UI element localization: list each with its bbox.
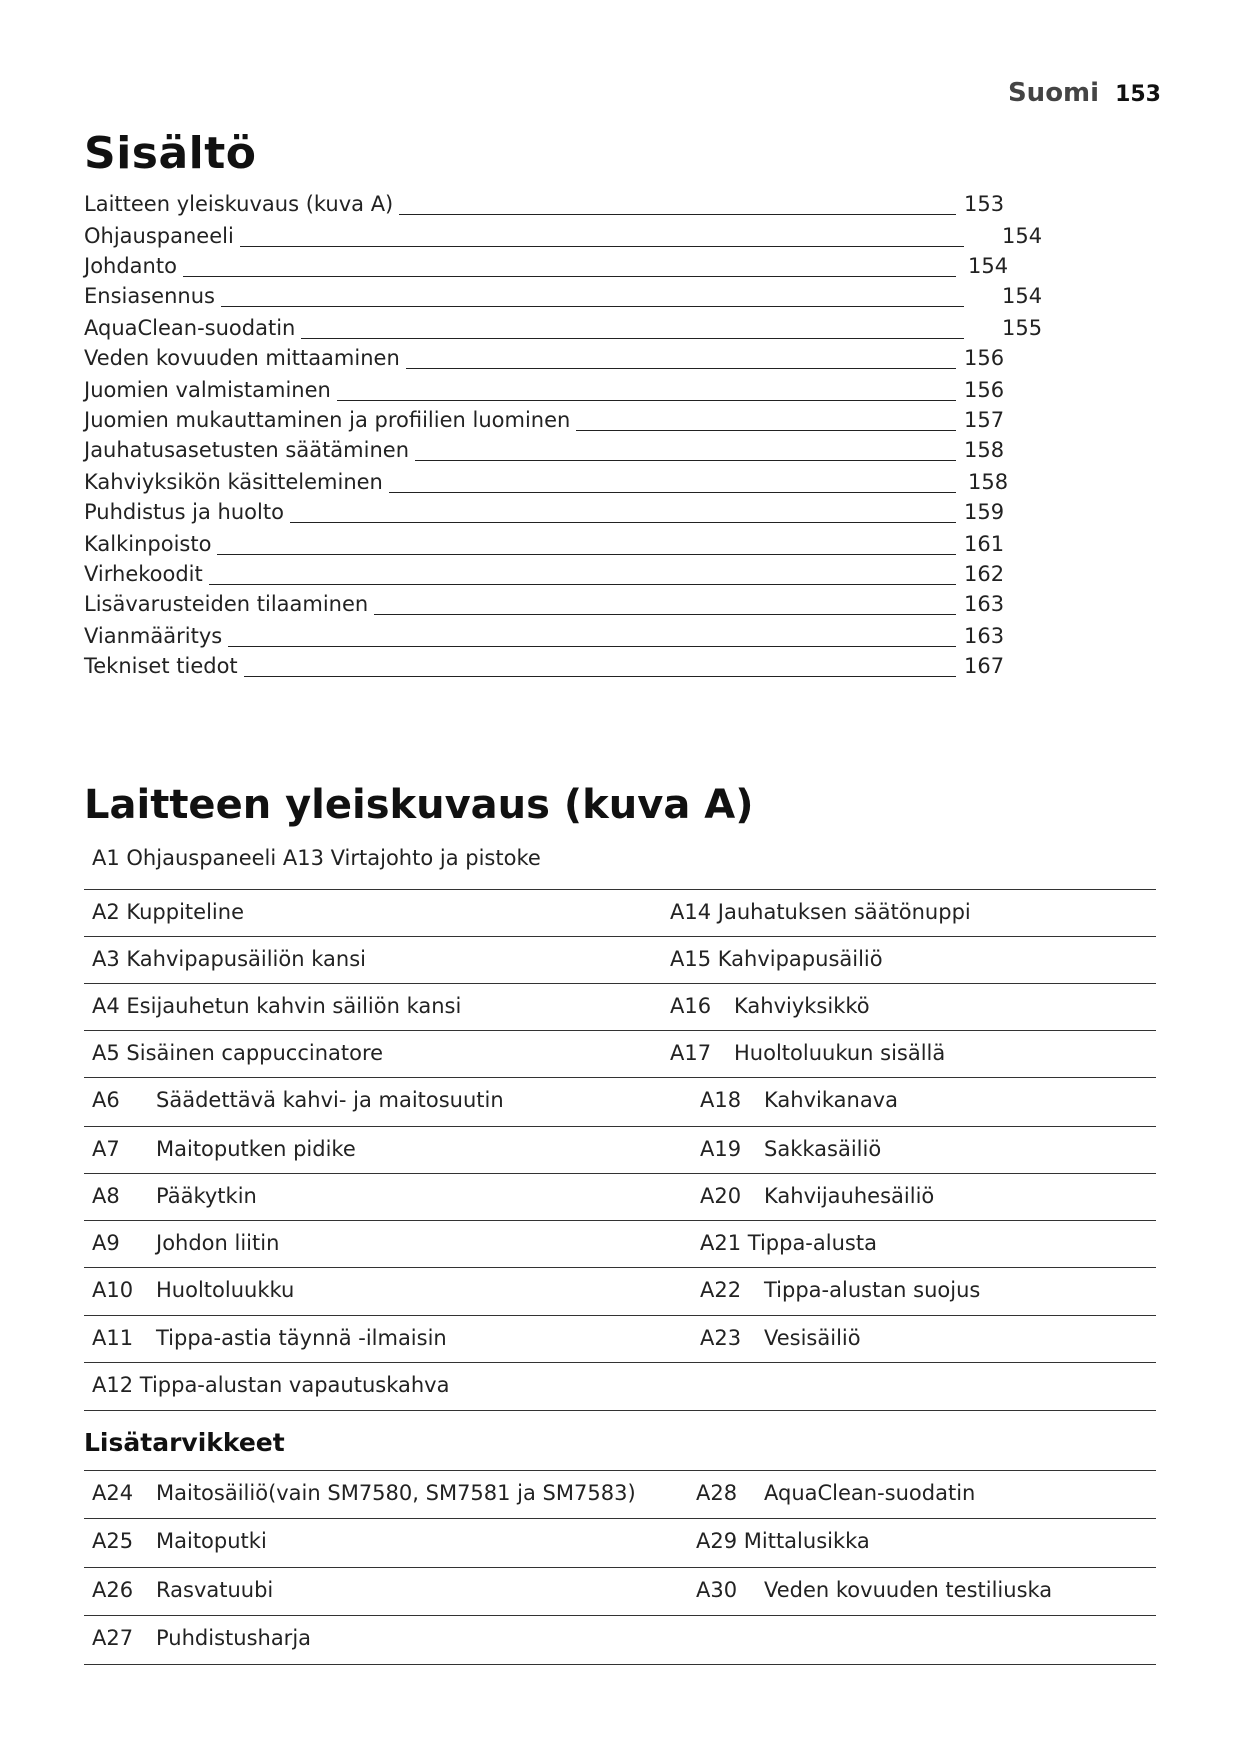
toc-leader-line bbox=[84, 276, 956, 277]
toc-entry-label: Veden kovuuden mittaaminen bbox=[84, 346, 406, 370]
toc-entry-page: 155 bbox=[1002, 316, 1043, 340]
table-row bbox=[84, 936, 1156, 984]
part-name: A14 Jauhatuksen säätönuppi bbox=[670, 900, 971, 924]
part-number: A16 bbox=[670, 994, 712, 1018]
toc-entry-page: 163 bbox=[964, 624, 1005, 648]
table-row bbox=[84, 1030, 1156, 1078]
table-row bbox=[84, 1567, 1156, 1616]
part-name: A15 Kahvipapusäiliö bbox=[670, 947, 883, 971]
part-number: A9 bbox=[92, 1231, 120, 1255]
part-name: A5 Sisäinen cappuccinatore bbox=[92, 1041, 384, 1065]
toc-entry-page: 161 bbox=[964, 532, 1005, 556]
toc-entry-label: AquaClean-suodatin bbox=[84, 316, 301, 340]
part-name: Kahvikanava bbox=[764, 1088, 898, 1112]
part-number: A6 bbox=[92, 1088, 120, 1112]
toc-entry[interactable] bbox=[84, 620, 1160, 654]
toc-entry-page: 158 bbox=[964, 438, 1005, 462]
toc-entry[interactable] bbox=[84, 404, 1160, 438]
part-name: A29 Mittalusikka bbox=[696, 1529, 870, 1553]
table-row bbox=[84, 1267, 1156, 1316]
toc-entry-label: Juomien valmistaminen bbox=[84, 378, 337, 402]
page-header bbox=[1008, 78, 1161, 108]
toc-entry-page: 162 bbox=[964, 562, 1005, 586]
part-name: Maitoputken pidike bbox=[156, 1137, 356, 1161]
part-name: A3 Kahvipapusäiliön kansi bbox=[92, 947, 366, 971]
part-number: A24 bbox=[92, 1481, 134, 1505]
table-row bbox=[84, 1173, 1156, 1221]
part-number: A17 bbox=[670, 1041, 712, 1065]
part-number: A26 bbox=[92, 1578, 134, 1602]
part-name: Tippa-astia täynnä -ilmaisin bbox=[156, 1326, 447, 1350]
toc-entry-label: Jauhatusasetusten säätäminen bbox=[84, 438, 415, 462]
toc-title: Sisältö bbox=[84, 128, 257, 179]
table-row bbox=[84, 983, 1156, 1031]
toc-entry-label: Tekniset tiedot bbox=[84, 654, 244, 678]
table-row bbox=[84, 1077, 1156, 1127]
part-number: A28 bbox=[696, 1481, 738, 1505]
toc-entry-label: Ohjauspaneeli bbox=[84, 224, 240, 248]
language-label: Suomi bbox=[1007, 78, 1100, 108]
toc-entry[interactable] bbox=[84, 342, 1160, 376]
toc-entry-page: 163 bbox=[964, 592, 1005, 616]
toc-entry[interactable] bbox=[84, 650, 1160, 684]
part-number: A19 bbox=[700, 1137, 742, 1161]
part-name: Vesisäiliö bbox=[764, 1326, 861, 1350]
part-name: A4 Esijauhetun kahvin säiliön kansi bbox=[92, 994, 462, 1018]
toc-entry-label: Virhekoodit bbox=[84, 562, 209, 586]
table-row bbox=[84, 889, 1156, 937]
part-number: A8 bbox=[92, 1184, 120, 1208]
part-number: A18 bbox=[700, 1088, 742, 1112]
part-name: Johdon liitin bbox=[156, 1231, 280, 1255]
toc-entry-page: 154 bbox=[968, 254, 1009, 278]
part-name: Maitosäiliö(vain SM7580, SM7581 ja SM7583) bbox=[156, 1481, 636, 1505]
toc-entry-page: 158 bbox=[968, 470, 1009, 494]
part-number: A22 bbox=[700, 1278, 742, 1302]
part-name: Pääkytkin bbox=[156, 1184, 257, 1208]
table-row bbox=[84, 1220, 1156, 1268]
part-name: A2 Kuppiteline bbox=[92, 900, 244, 924]
part-name: A12 Tippa-alustan vapautuskahva bbox=[92, 1373, 450, 1397]
toc-entry[interactable] bbox=[84, 496, 1160, 530]
part-name: Maitoputki bbox=[156, 1529, 267, 1553]
table-row bbox=[84, 1126, 1156, 1174]
toc-entry-page: 159 bbox=[964, 500, 1005, 524]
part-number: A30 bbox=[696, 1578, 738, 1602]
toc-entry[interactable] bbox=[84, 280, 1160, 314]
toc-entry-label: Vianmääritys bbox=[84, 624, 228, 648]
part-number: A27 bbox=[92, 1626, 134, 1650]
part-name: Kahvijauhesäiliö bbox=[764, 1184, 935, 1208]
toc-entry-label: Juomien mukauttaminen ja profiilien luominen bbox=[84, 408, 576, 432]
part-name: Säädettävä kahvi- ja maitosuutin bbox=[156, 1088, 504, 1112]
part-number: A10 bbox=[92, 1278, 134, 1302]
part-number: A20 bbox=[700, 1184, 742, 1208]
toc-entry-label: Lisävarusteiden tilaaminen bbox=[84, 592, 374, 616]
part-name: AquaClean-suodatin bbox=[764, 1481, 976, 1505]
toc-entry-page: 153 bbox=[964, 192, 1005, 216]
part-name: Sakkasäiliö bbox=[764, 1137, 882, 1161]
section-title: Laitteen yleiskuvaus (kuva A) bbox=[84, 782, 754, 828]
toc-entry[interactable] bbox=[84, 188, 1160, 222]
toc-entry[interactable] bbox=[84, 466, 1160, 500]
toc-entry-label: Kalkinpoisto bbox=[84, 532, 217, 556]
part-name: Kahviyksikkö bbox=[734, 994, 870, 1018]
table-row bbox=[84, 1315, 1156, 1363]
toc-entry[interactable] bbox=[84, 374, 1160, 408]
toc-entry-page: 157 bbox=[964, 408, 1005, 432]
part-number: A7 bbox=[92, 1137, 120, 1161]
part-name: Huoltoluukku bbox=[156, 1278, 295, 1302]
table-row bbox=[84, 1362, 1156, 1411]
toc-entry-page: 154 bbox=[1002, 224, 1043, 248]
part-number: A11 bbox=[92, 1326, 134, 1350]
part-name: A21 Tippa-alusta bbox=[700, 1231, 877, 1255]
overview-lead-line: A1 Ohjauspaneeli A13 Virtajohto ja pistoke bbox=[92, 846, 541, 870]
toc-entry[interactable] bbox=[84, 220, 1160, 254]
table-row bbox=[84, 1518, 1156, 1568]
toc-leader-line bbox=[84, 584, 956, 585]
part-name: Rasvatuubi bbox=[156, 1578, 274, 1602]
table-row bbox=[84, 1470, 1156, 1519]
accessories-title: Lisätarvikkeet bbox=[84, 1428, 285, 1457]
toc-entry[interactable] bbox=[84, 588, 1160, 622]
part-name: Puhdistusharja bbox=[156, 1626, 312, 1650]
toc-entry-label: Ensiasennus bbox=[84, 284, 221, 308]
toc-entry-page: 156 bbox=[964, 378, 1005, 402]
part-name: Veden kovuuden testiliuska bbox=[764, 1578, 1053, 1602]
toc-entry-label: Puhdistus ja huolto bbox=[84, 500, 290, 524]
toc-entry[interactable] bbox=[84, 558, 1160, 592]
toc-entry[interactable] bbox=[84, 528, 1160, 562]
part-name: Tippa-alustan suojus bbox=[764, 1278, 981, 1302]
toc-entry[interactable] bbox=[84, 250, 1160, 284]
table-row bbox=[84, 1615, 1156, 1665]
page-number: 153 bbox=[1115, 82, 1161, 107]
toc-entry-label: Laitteen yleiskuvaus (kuva A) bbox=[84, 192, 399, 216]
part-number: A25 bbox=[92, 1529, 134, 1553]
toc-entry-page: 167 bbox=[964, 654, 1005, 678]
part-name: Huoltoluukun sisällä bbox=[734, 1041, 946, 1065]
toc-entry-label: Johdanto bbox=[84, 254, 183, 278]
toc-entry-page: 154 bbox=[1002, 284, 1043, 308]
toc-entry-page: 156 bbox=[964, 346, 1005, 370]
part-number: A23 bbox=[700, 1326, 742, 1350]
toc-entry[interactable] bbox=[84, 434, 1160, 468]
toc-entry[interactable] bbox=[84, 312, 1160, 346]
toc-entry-label: Kahviyksikön käsitteleminen bbox=[84, 470, 389, 494]
